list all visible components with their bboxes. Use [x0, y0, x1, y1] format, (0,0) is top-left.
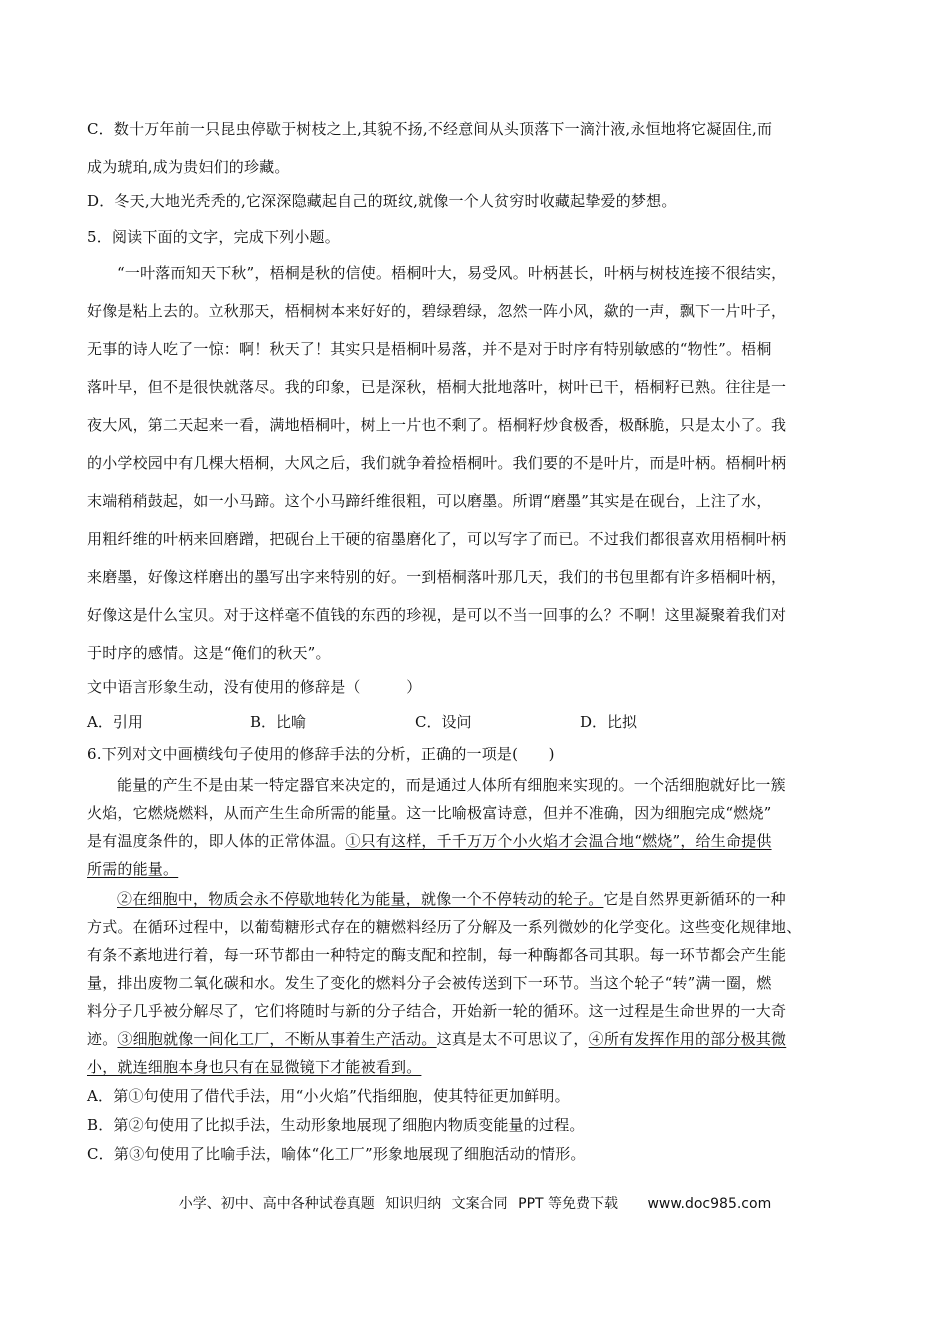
q6-plain-text: 它是自然界更新循环的一种	[603, 890, 786, 908]
footer-item: 文案合同	[451, 1196, 508, 1212]
q5-passage-line: 好像这是什么宝贝。对于这样毫不值钱的东西的珍视，是可以不当一回事的么？不啊！这里凝聚着我们对	[87, 606, 787, 624]
q6-plain-text: 是有温度条件的，即人体的正常体温。	[87, 832, 346, 850]
q6-passage-line: 火焰，它燃烧燃料，从而产生生命所需的能量。这一比喻极富诗意，但并不准确，因为细胞完成“燃烧”	[87, 804, 772, 822]
q6-passage-line: 量，排出废物二氧化碳和水。发生了变化的燃料分子会被传送到下一环节。当这个轮子“转”满一圈，燃	[87, 974, 772, 992]
footer-item: 小学、初中、高中各种试卷真题	[178, 1196, 375, 1212]
q5-passage-line: “一叶落而知天下秋”，梧桐是秋的信使。梧桐叶大，易受风。叶柄甚长，叶柄与树枝连接不很结实，	[117, 264, 787, 282]
q6-plain-text: 迹。	[87, 1030, 118, 1048]
q6-passage-line	[87, 1056, 421, 1077]
q6-underlined-sentence-4-end: 小，就连细胞本身也只有在显微镜下才能被看到。	[87, 1058, 422, 1076]
q5-option-b[interactable]: B．比喻	[250, 713, 307, 731]
q6-underlined-sentence-1-end: 所需的能量。	[87, 860, 179, 878]
q5-heading: 5．阅读下面的文字，完成下列小题。	[87, 228, 340, 246]
q6-passage-line	[117, 888, 786, 909]
q6-passage-line: 能量的产生不是由某一特定器官来决定的，而是通过人体所有细胞来实现的。一个活细胞就好比一簇	[117, 776, 786, 794]
q6-passage-line: 料分子几乎被分解尽了，它们将随时与新的分子结合，开始新一轮的循环。这一过程是生命世界的一大奇	[87, 1002, 787, 1020]
q6-passage-line	[87, 858, 178, 879]
q6-passage-line	[87, 1028, 786, 1049]
q5-passage-line: 无事的诗人吃了一惊：啊！秋天了！其实只是梧桐叶易落，并不是对于时序有特别敏感的“物性”。梧桐	[87, 340, 772, 358]
q6-underlined-sentence-3: ③细胞就像一间化工厂，不断从事着生产活动。	[117, 1030, 437, 1048]
q5-passage-line: 好像是粘上去的。立秋那天，梧桐树本来好好的，碧绿碧绿，忽然一阵小风，歘的一声，飘下一片叶子，	[87, 302, 787, 320]
q5-passage-line: 用粗纤维的叶柄来回磨蹭，把砚台上干硬的宿墨磨化了，可以写字了而已。不过我们都很喜欢用梧桐叶柄	[87, 530, 787, 548]
q6-underlined-sentence-4: ④所有发挥作用的部分极其微	[588, 1030, 787, 1048]
q6-underlined-sentence-2: ②在细胞中，物质会永不停歇地转化为能量，就像一个不停转动的轮子。	[117, 890, 604, 908]
q5-passage-line: 的小学校园中有几棵大梧桐，大风之后，我们就争着捡梧桐叶。我们要的不是叶片，而是叶柄。梧桐叶柄	[87, 454, 787, 472]
q5-passage-line: 末端稍稍鼓起，如一小马蹄。这个小马蹄纤维很粗，可以磨墨。所谓“磨墨”其实是在砚台，上注了水，	[87, 492, 772, 510]
q6-option-b[interactable]: B．第②句使用了比拟手法，生动形象地展现了细胞内物质变能量的过程。	[87, 1116, 585, 1134]
q6-plain-text: 这真是太不可思议了，	[436, 1030, 589, 1048]
q5-option-c[interactable]: C．设问	[415, 713, 472, 731]
q6-passage-line	[87, 830, 772, 851]
q5-passage-line: 来磨墨，好像这样磨出的墨写出字来特别的好。一到梧桐落叶那几天，我们的书包里都有许多梧桐叶柄，	[87, 568, 787, 586]
q6-heading: 6.下列对文中画横线句子使用的修辞手法的分析，正确的一项是( )	[87, 745, 555, 763]
q5-option-a[interactable]: A．引用	[87, 713, 143, 731]
q5-option-d[interactable]: D．比拟	[580, 713, 638, 731]
q5-passage-line: 夜大风，第二天起来一看，满地梧桐叶，树上一片也不剩了。梧桐籽炒食极香，极酥脆，只是太小了。我	[87, 416, 787, 434]
footer-site-link[interactable]: www.doc985.com	[647, 1196, 772, 1212]
q6-option-c[interactable]: C．第③句使用了比喻手法，喻体“化工厂”形象地展现了细胞活动的情形。	[87, 1145, 586, 1163]
q6-underlined-sentence-1: ①只有这样，千千万万个小火焰才会温合地“燃烧”，给生命提供	[345, 832, 772, 850]
page-footer	[0, 1193, 950, 1213]
footer-item: 知识归纳	[385, 1196, 442, 1212]
q6-option-a[interactable]: A．第①句使用了借代手法，用“小火焰”代指细胞，使其特征更加鲜明。	[87, 1087, 570, 1105]
q5-passage-line: 落叶早，但不是很快就落尽。我的印象，已是深秋，梧桐大批地落叶，树叶已干，梧桐籽已熟。往往是一	[87, 378, 787, 396]
q4-option-c-line2: 成为琥珀,成为贵妇们的珍藏。	[87, 158, 290, 176]
q5-question: 文中语言形象生动，没有使用的修辞是（ ）	[87, 678, 422, 696]
q6-passage-line: 有条不紊地进行着，每一环节都由一种特定的酶支配和控制，每一种酶都各司其职。每一环节都会产生能	[87, 946, 787, 964]
q6-passage-line: 方式。在循环过程中，以葡萄糖形式存在的糖燃料经历了分解及一系列微妙的化学变化。这些变化规律地、	[87, 918, 802, 936]
q4-option-d: D．冬天,大地光秃秃的,它深深隐藏起自己的斑纹,就像一个人贫穷时收藏起挚爱的梦想。	[87, 192, 677, 210]
q5-passage-line: 于时序的感情。这是“俺们的秋天”。	[87, 644, 331, 662]
q4-option-c-line1: C．数十万年前一只昆虫停歇于树枝之上,其貌不扬,不经意间从头顶落下一滴汁液,永恒地将它凝固住,而	[87, 120, 773, 138]
footer-item: PPT 等免费下载	[518, 1196, 619, 1212]
